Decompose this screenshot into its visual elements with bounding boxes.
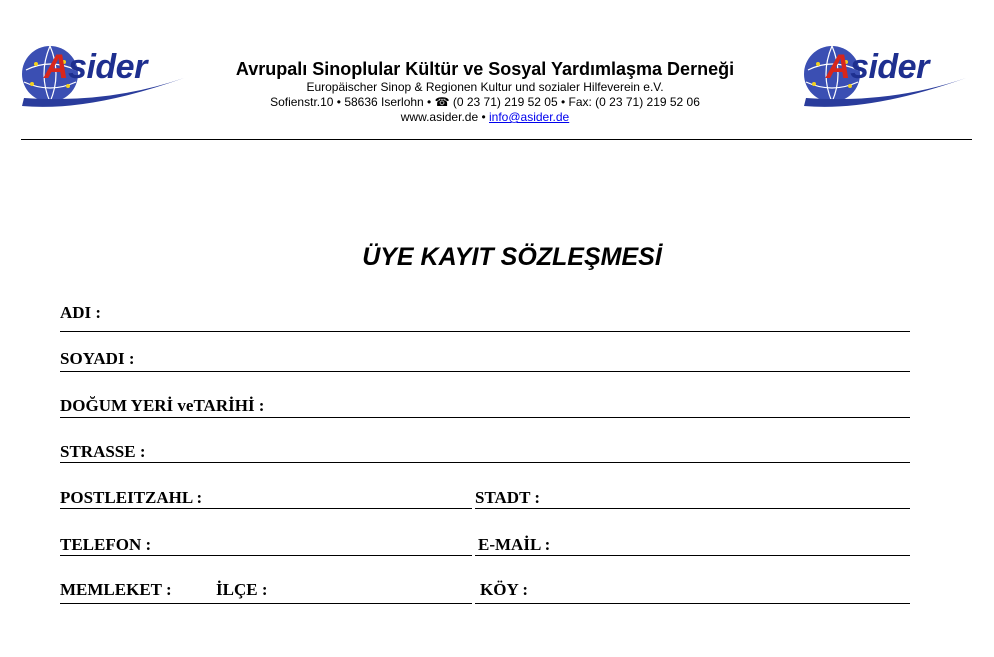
- asider-logo-left: [18, 40, 188, 122]
- org-address: Sofienstr.10 • 58636 Iserlohn • ☎ (0 23 71) 219 52 05 • Fax: (0 23 71) 219 52 06: [270, 95, 700, 109]
- org-web-line: [190, 110, 780, 125]
- input-koy[interactable]: [475, 603, 910, 604]
- header-divider: [21, 139, 972, 140]
- label-koy: KÖY :: [480, 580, 529, 599]
- label-adi: ADI :: [60, 303, 102, 322]
- form-title: ÜYE KAYIT SÖZLEŞMESİ: [362, 243, 662, 271]
- asider-logo-right: [800, 40, 970, 122]
- input-memleket-ilce[interactable]: [60, 603, 472, 604]
- label-soyadi: SOYADI :: [60, 349, 135, 368]
- label-email: E-MAİL :: [478, 535, 551, 554]
- label-postleitzahl: POSTLEITZAHL :: [60, 488, 203, 507]
- separator-dot: •: [478, 110, 489, 124]
- logo-wordmark: Asider: [826, 48, 929, 86]
- org-subtitle: Europäischer Sinop & Regionen Kultur und sozialer Hilfeverein e.V.: [306, 80, 664, 94]
- input-soyadi[interactable]: [60, 371, 910, 372]
- letterhead: [190, 58, 780, 125]
- label-dogum: DOĞUM YERİ veTARİHİ :: [60, 396, 265, 415]
- label-strasse: STRASSE :: [60, 442, 146, 461]
- org-name: Avrupalı Sinoplular Kültür ve Sosyal Yardımlaşma Derneği: [235, 59, 735, 79]
- website-text: www.asider.de: [400, 110, 479, 124]
- input-email[interactable]: [475, 555, 910, 556]
- label-telefon: TELEFON :: [60, 535, 152, 554]
- input-telefon[interactable]: [60, 555, 472, 556]
- label-memleket: MEMLEKET :: [60, 580, 172, 599]
- label-stadt: STADT :: [475, 488, 541, 507]
- email-link[interactable]: info@asider.de: [489, 110, 570, 124]
- input-dogum[interactable]: [60, 417, 910, 418]
- logo-wordmark: Asider: [44, 48, 147, 86]
- input-strasse[interactable]: [60, 462, 910, 463]
- input-adi[interactable]: [60, 331, 910, 332]
- input-postleitzahl[interactable]: [60, 508, 472, 509]
- input-stadt[interactable]: [475, 508, 910, 509]
- label-ilce: İLÇE :: [216, 580, 268, 599]
